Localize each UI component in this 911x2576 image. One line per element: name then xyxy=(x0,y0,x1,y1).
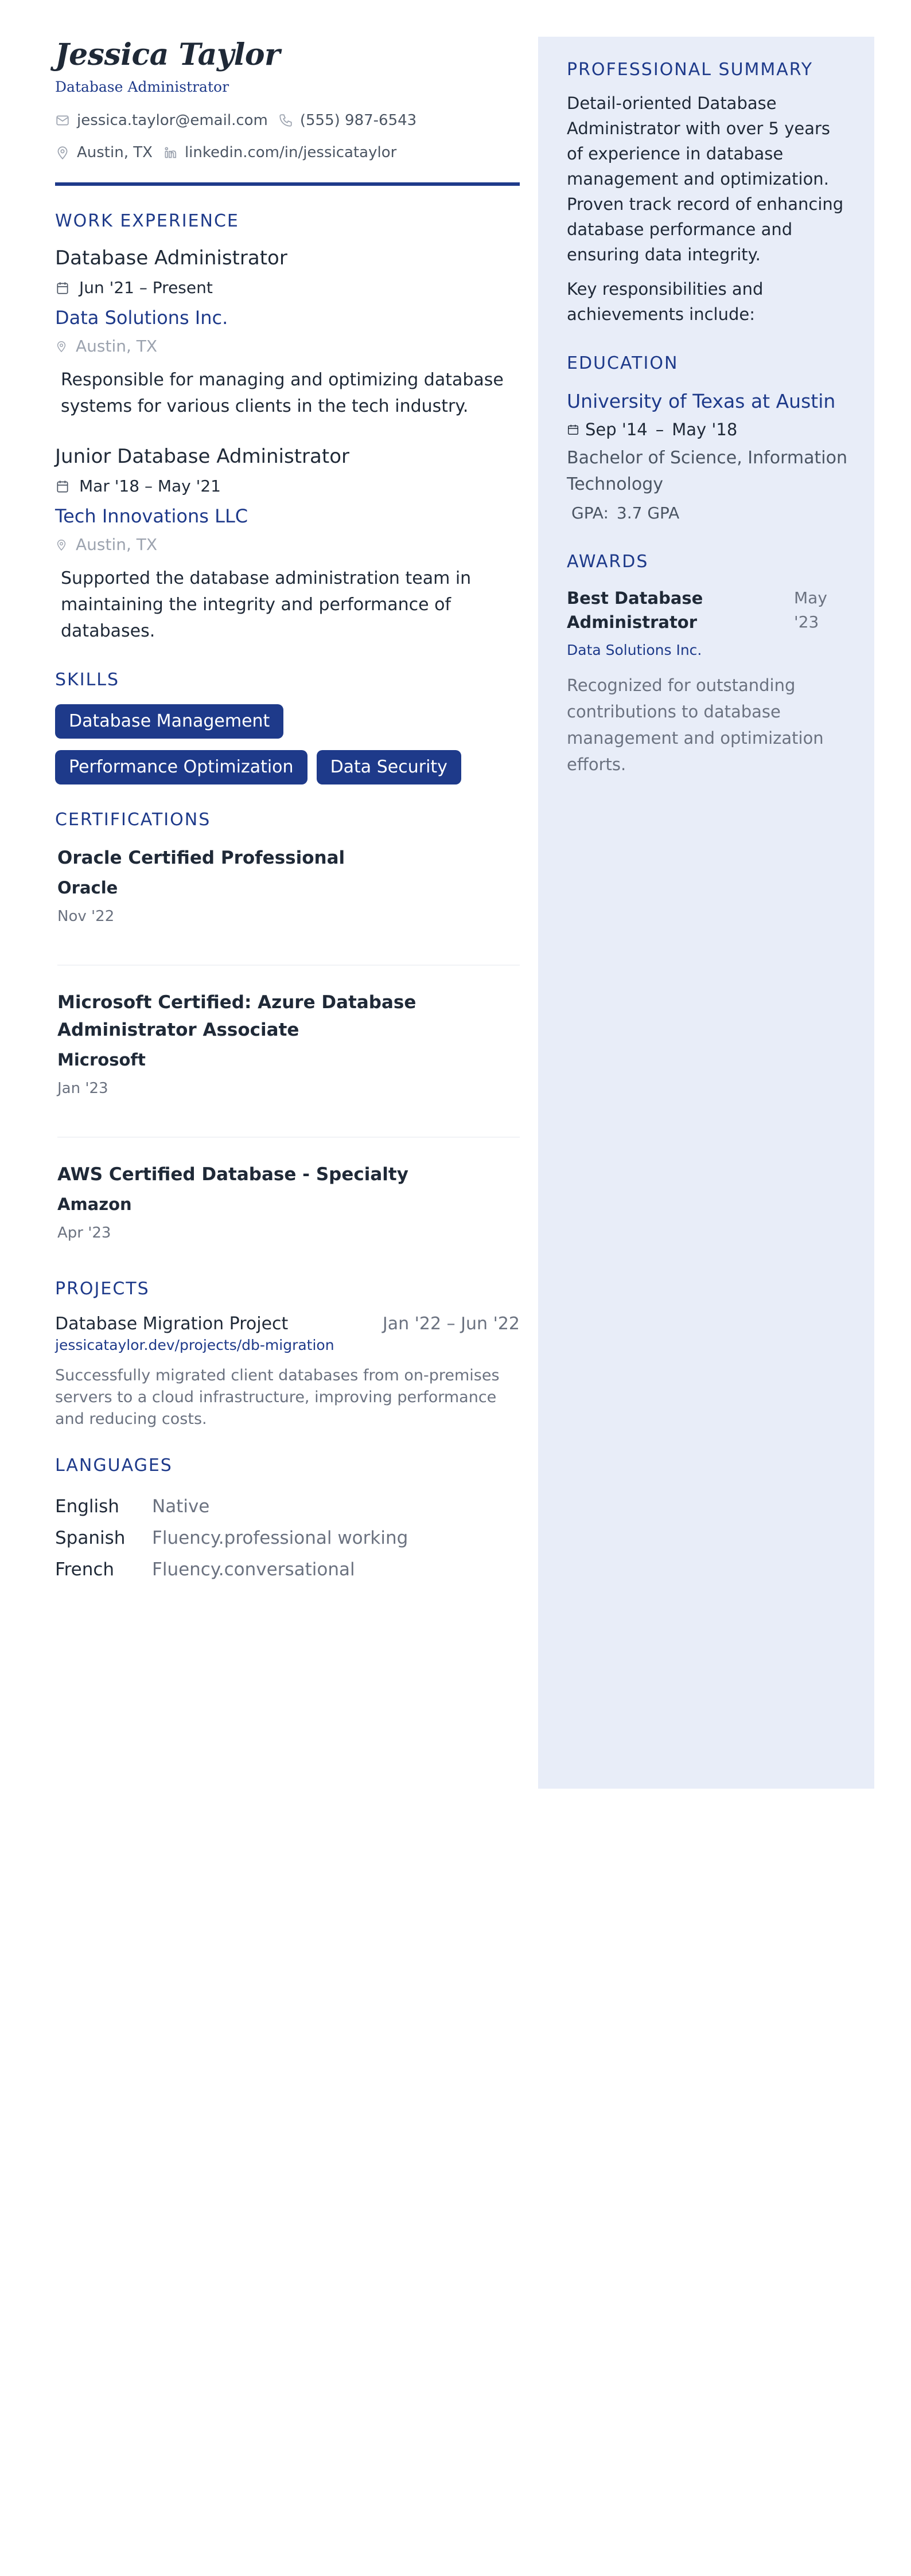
job-dates xyxy=(55,474,520,499)
certification-divider xyxy=(57,965,520,966)
projects-section xyxy=(55,1278,520,1430)
project-link[interactable]: jessicataylor.dev/projects/db-migration xyxy=(55,1337,334,1353)
section-title-skills: SKILLS xyxy=(55,670,120,690)
language-level: Native xyxy=(152,1496,210,1517)
award-date: May '23 xyxy=(794,588,827,631)
calendar-icon xyxy=(55,479,70,494)
contact-email[interactable] xyxy=(55,110,268,131)
phone-icon xyxy=(278,113,293,128)
work-experience-section xyxy=(55,210,520,645)
job-location-text: Austin, TX xyxy=(76,535,158,554)
languages-section xyxy=(55,1454,520,1586)
summary-section xyxy=(567,58,849,327)
certification-issuer: Oracle xyxy=(57,878,118,897)
certification-date: Nov '22 xyxy=(57,908,115,925)
calendar-icon xyxy=(567,423,579,436)
main-column xyxy=(55,37,520,1586)
map-pin-icon xyxy=(55,339,68,354)
language-name: Spanish xyxy=(55,1528,126,1548)
map-pin-icon xyxy=(55,145,70,160)
degree: Bachelor of Science, Information Technology xyxy=(567,448,847,494)
job-title: Database Administrator xyxy=(55,247,287,270)
job-title: Junior Database Administrator xyxy=(55,445,349,468)
email-text: jessica.taylor@email.com xyxy=(77,112,268,129)
project-header xyxy=(55,1312,520,1336)
language-name: English xyxy=(55,1496,119,1517)
resume-header xyxy=(55,37,520,186)
candidate-headline: Database Administrator xyxy=(55,79,229,95)
project-description: Successfully migrated client databases from on-premises servers to a cloud infrastructure, improving performance and reducing costs. xyxy=(55,1367,500,1428)
job-location-text: Austin, TX xyxy=(76,337,158,356)
education-end: May '18 xyxy=(672,420,738,439)
summary-paragraph: Key responsibilities and achievements include: xyxy=(567,279,764,324)
contact-row-2 xyxy=(55,142,520,163)
sidebar xyxy=(538,37,874,1789)
job-description: Responsible for managing and optimizing database systems for various clients in the tech industry. xyxy=(61,370,504,416)
certification-name: AWS Certified Database - Specialty xyxy=(57,1164,408,1185)
contact-row-1 xyxy=(55,110,520,131)
job-location xyxy=(55,334,520,359)
section-title-certifications: CERTIFICATIONS xyxy=(55,810,211,830)
skills-list xyxy=(55,704,491,784)
job-description: Supported the database administration team in maintaining the integrity and performance of databases. xyxy=(61,568,472,641)
contact-phone[interactable] xyxy=(278,110,416,131)
header-divider xyxy=(55,182,520,186)
job-location xyxy=(55,532,520,557)
certification-name: Oracle Certified Professional xyxy=(57,848,345,868)
section-title-languages: LANGUAGES xyxy=(55,1455,173,1476)
language-row xyxy=(55,1554,520,1586)
job-dates-text: Jun '21 – Present xyxy=(79,278,213,297)
job-company: Data Solutions Inc. xyxy=(55,307,228,329)
language-level: Fluency.professional working xyxy=(152,1528,408,1548)
summary-paragraph: Detail-oriented Database Administrator with over 5 years of experience in database management and optimization. Proven track record of enhancing database performance and ensuring data integrity. xyxy=(567,93,844,264)
section-title-summary: PROFESSIONAL SUMMARY xyxy=(567,60,813,80)
date-separator: – xyxy=(655,420,664,439)
gpa-label: GPA: xyxy=(571,504,609,522)
project-dates: Jan '22 – Jun '22 xyxy=(382,1314,520,1334)
skill-pill: Data Security xyxy=(317,750,461,784)
language-name: French xyxy=(55,1559,115,1580)
section-title-education: EDUCATION xyxy=(567,353,679,373)
education-start: Sep '14 xyxy=(585,420,648,439)
calendar-icon xyxy=(55,280,70,295)
phone-text: (555) 987-6543 xyxy=(299,112,417,129)
languages-list xyxy=(55,1491,520,1586)
section-title-awards: AWARDS xyxy=(567,552,649,572)
award-title: Best Database Administrator xyxy=(567,588,703,632)
certification-item xyxy=(55,1161,520,1244)
education-section xyxy=(567,352,849,525)
certification-issuer: Microsoft xyxy=(57,1050,146,1070)
job-dates xyxy=(55,275,520,300)
section-title-projects: PROJECTS xyxy=(55,1279,150,1299)
gpa xyxy=(567,501,849,525)
skills-section xyxy=(55,669,520,784)
certification-item xyxy=(55,989,520,1100)
location-text: Austin, TX xyxy=(77,144,153,161)
linkedin-icon xyxy=(163,145,178,160)
education-dates xyxy=(567,417,849,442)
award-organization: Data Solutions Inc. xyxy=(567,642,702,658)
project-name: Database Migration Project xyxy=(55,1314,289,1334)
job-company: Tech Innovations LLC xyxy=(55,505,248,527)
job-dates-text: Mar '18 – May '21 xyxy=(79,477,221,495)
section-title-work: WORK EXPERIENCE xyxy=(55,211,239,231)
school-name: University of Texas at Austin xyxy=(567,390,836,412)
job-item xyxy=(55,244,520,420)
certification-name: Microsoft Certified: Azure Database Administrator Associate xyxy=(57,992,416,1040)
award-description: Recognized for outstanding contributions to database management and optimization efforts. xyxy=(567,676,824,774)
gpa-value: 3.7 GPA xyxy=(616,504,680,522)
linkedin-text: linkedin.com/in/jessicataylor xyxy=(184,144,397,161)
contact-location xyxy=(55,142,153,163)
certification-divider xyxy=(57,1137,520,1138)
award-header xyxy=(567,586,849,634)
mail-icon xyxy=(55,113,70,128)
language-level: Fluency.conversational xyxy=(152,1559,355,1580)
skill-pill: Database Management xyxy=(55,704,283,739)
certification-date: Jan '23 xyxy=(57,1080,108,1097)
map-pin-icon xyxy=(55,537,68,552)
contact-linkedin[interactable] xyxy=(163,142,396,163)
language-row xyxy=(55,1491,520,1523)
candidate-name: Jessica Taylor xyxy=(55,37,280,72)
certification-issuer: Amazon xyxy=(57,1195,132,1214)
certification-item xyxy=(55,832,520,928)
certification-date: Apr '23 xyxy=(57,1224,111,1242)
certifications-section xyxy=(55,809,520,1244)
job-item xyxy=(55,443,520,645)
skill-pill: Performance Optimization xyxy=(55,750,307,784)
language-row xyxy=(55,1523,520,1554)
awards-section xyxy=(567,551,849,778)
